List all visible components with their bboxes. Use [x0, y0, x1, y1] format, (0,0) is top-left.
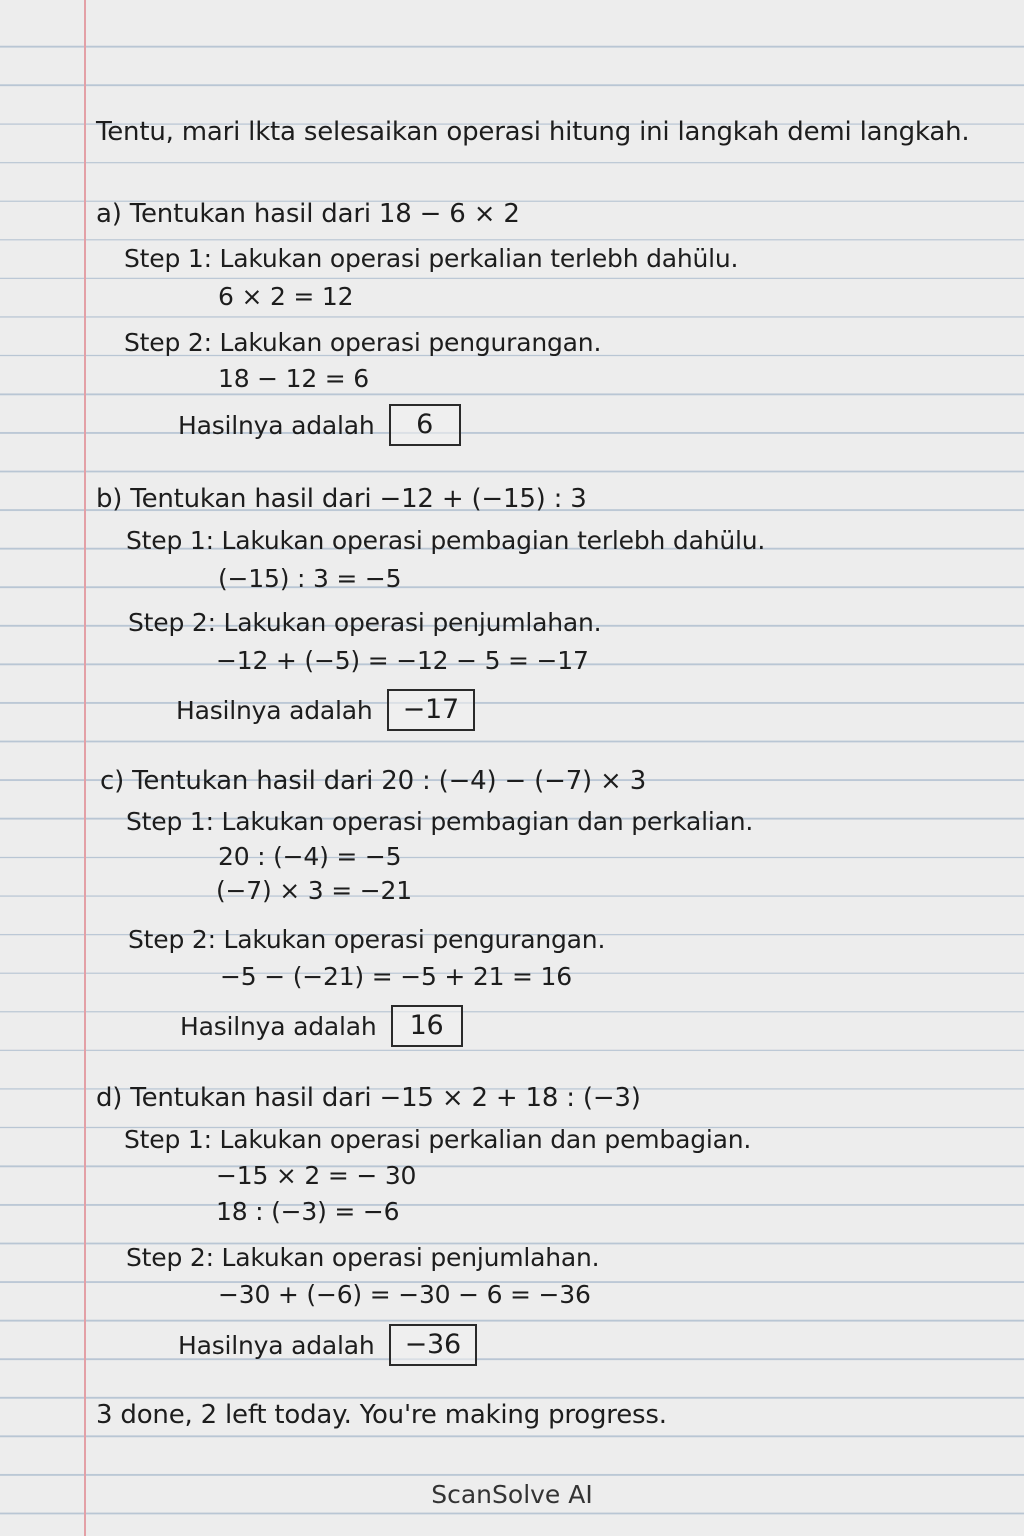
- result-box: 6: [389, 404, 461, 446]
- problem-c-step2: Step 2: Lakukan operasi pengurangan.: [128, 925, 606, 954]
- result-label: Hasilnya adalah: [176, 696, 373, 725]
- problem-b-title: b) Tentukan hasil dari −12 + (−15) : 3: [96, 484, 587, 514]
- intro-text: Tentu, mari lkta selesaikan operasi hitung ini langkah demi langkah.: [96, 117, 970, 147]
- problem-c-result-row: [180, 1005, 463, 1047]
- result-box: −36: [389, 1324, 477, 1366]
- problem-b-step1: Step 1: Lakukan operasi pembagian terlebh dahülu.: [126, 526, 766, 555]
- problem-c-title: c) Tentukan hasil dari 20 : (−4) − (−7) × 3: [100, 766, 647, 796]
- problem-a-step2-line1: 18 − 12 = 6: [218, 364, 370, 393]
- problem-a-step1-line1: 6 × 2 = 12: [218, 282, 354, 311]
- result-label: Hasilnya adalah: [180, 1012, 377, 1041]
- result-box: −17: [387, 689, 475, 731]
- problem-a-result-row: [178, 404, 461, 446]
- problem-b-step2: Step 2: Lakukan operasi penjumlahan.: [128, 608, 602, 637]
- problem-a-step1: Step 1: Lakukan operasi perkalian terlebh dahülu.: [124, 244, 739, 273]
- problem-d-step1-line1: −15 × 2 = − 30: [216, 1161, 417, 1190]
- result-label: Hasilnya adalah: [178, 411, 375, 440]
- problem-d-step2-line1: −30 + (−6) = −30 − 6 = −36: [218, 1280, 591, 1309]
- problem-c-step2-line1: −5 − (−21) = −5 + 21 = 16: [220, 962, 572, 991]
- problem-b-result-row: [176, 689, 475, 731]
- problem-c-step1: Step 1: Lakukan operasi pembagian dan perkalian.: [126, 807, 754, 836]
- problem-d-step1: Step 1: Lakukan operasi perkalian dan pembagian.: [124, 1125, 752, 1154]
- problem-b-step2-line1: −12 + (−5) = −12 − 5 = −17: [216, 646, 589, 675]
- problem-c-step1-line2: (−7) × 3 = −21: [216, 876, 412, 905]
- problem-b-step1-line1: (−15) : 3 = −5: [218, 564, 402, 593]
- notebook-margin-line: [84, 0, 86, 1536]
- problem-d-title: d) Tentukan hasil dari −15 × 2 + 18 : (−3): [96, 1083, 641, 1113]
- problem-a-title: a) Tentukan hasil dari 18 − 6 × 2: [96, 199, 520, 229]
- problem-c-step1-line1: 20 : (−4) = −5: [218, 842, 402, 871]
- footer-brand: ScanSolve AI: [431, 1480, 593, 1509]
- result-label: Hasilnya adalah: [178, 1331, 375, 1360]
- problem-d-step1-line2: 18 : (−3) = −6: [216, 1197, 400, 1226]
- progress-note: 3 done, 2 left today. You're making progress.: [96, 1400, 667, 1430]
- problem-d-step2: Step 2: Lakukan operasi penjumlahan.: [126, 1243, 600, 1272]
- problem-a-step2: Step 2: Lakukan operasi pengurangan.: [124, 328, 602, 357]
- result-box: 16: [391, 1005, 463, 1047]
- problem-d-result-row: [178, 1324, 477, 1366]
